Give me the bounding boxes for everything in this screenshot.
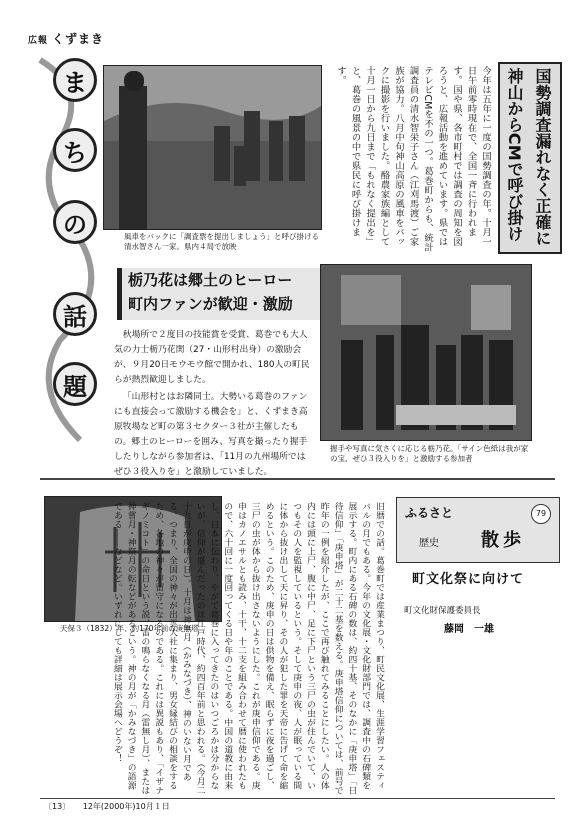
column-category: 歴史	[419, 538, 439, 549]
sumo-paragraph-2: 「山形村とはお隣同士。大勢いる葛巻のファンにも直接会って激励する機会を」と、くずまき高原牧場など町の第３セクター３社が主催したもの。郷土のヒーローを囲み、写真を撮ったり握手したりしながら参加者は、「11月の九州場所ではぜひ３役入りを」と激励していました。	[114, 392, 308, 477]
census-headline-line1: 国勢調査漏れなく正確に	[533, 68, 552, 247]
footer-date: 12年(2000年)10月１日	[82, 802, 170, 811]
column-author-role: 町文化財保護委員長	[404, 606, 481, 616]
column-divider	[40, 478, 555, 480]
census-family-photo	[103, 65, 322, 230]
sumo-headline-line2: 町内ファンが歓迎・激励	[128, 295, 293, 313]
census-photo-caption: 風車をバックに「調査票を提出しましょう」と呼び掛ける清水智さん一家。県内４局で放映	[124, 232, 319, 251]
sumo-paragraph-1: 秋場所で２度目の技能賞を受賞、葛巻でも大人気の力士栃乃花関（27・山形村出身）の激励会が、９月20日モウモウ館で開かれ、180人の町民らが熱烈歓迎しました。	[114, 330, 310, 385]
corner-char-1: ま	[53, 58, 97, 102]
sumo-event-photo	[320, 264, 532, 441]
masthead	[28, 30, 104, 47]
masthead-title: くずまき	[52, 32, 105, 46]
column-title: 町文化祭に向けて	[412, 572, 525, 587]
footer	[44, 801, 170, 812]
census-article-body: 今年は五年に一度の国勢調査の年。十月一日午前零時現在で、全国一斉に行われます。国や県、各市町村では調査の周知を図ろうと、広報活動を進めています。県ではテレビCMを不の一つ。葛巻町からも、統計調査員の清水智栄子さん（江刈馬渡）ご家族が協力。八月中旬神山高原の風車をバックに撮影を行いました。酪農家族編として十月一日から九日まで「もれなく提出を」と、葛巻の風景の中で県民に呼び掛けます。	[335, 66, 491, 252]
corner-char-2: ち	[53, 128, 97, 172]
corner-char-5: 題	[53, 362, 97, 406]
footer-page-number: 〔13〕	[44, 802, 71, 811]
koshinto-photo-caption: 天保３（1832）年、約170年前の庚申塔	[60, 624, 199, 633]
sumo-article-body	[114, 328, 312, 480]
sumo-photo-caption: 握手や写真に気さくに応じる栃乃花。「サイン色紙は我が家の宝、ぜひ３役入りを」と激励する参加者	[330, 444, 529, 463]
column-author-name: 藤岡 一雄	[444, 624, 494, 635]
column-header	[396, 497, 560, 563]
column-series-title: 散歩	[481, 530, 525, 551]
footer-rule	[40, 798, 555, 799]
masthead-prefix: 広報	[28, 36, 49, 46]
column-issue-number: 79	[531, 504, 551, 524]
corner-char-3: の	[53, 200, 97, 244]
column-series-label: ふるさと	[405, 506, 454, 520]
corner-char-4: 話	[53, 292, 97, 336]
column-body: 旧暦での話。葛巻町では産業まつり、町民文化展、生涯学習フェスティバルの月でもある。今年の文化展・文化財部門では、調査中の石碑類を展示する。町内にある石碑の数は、約四十基、そのなかに「庚申塔」「日待信仰」「庚申塔」が二十二基を数える。庚申塔信仰については、前号で昨年の一例を紹介したが、ここで再び触れてみることにしたい。人の体内には頭に上尸、腹に中尸、足に下尸という三尸の虫が住んでいて、いつもその人を監視しているという。そして庚申の夜、人が眠っている間に体から抜け出して天に昇り、その人が犯した罪を天帝に告げて命を縮めるという。このため、庚申の日は供物を備え、眠らずに夜を過ごし、三尸の虫が体から抜け出さないようにした。これが庚申信仰である。庚申はカノエサルとも読み、十干、十二支を組み合わせて暦に使われたもので、六十回に一度回ってくる日や年のことである。中国の道教に由来し、日本に伝わり、やがて葛巻に入ってきたのはいつごろかは分からないが、信仰が盛んだったのは江戸時代、約四百年前と思われる。（今月二十九日が庚申の日）。十月は神無月（かみなづき）、神のいない月である。つまり、全国の神々が出雲大社に集まり、男女縁結びの相談をするため、各地の神々が留守になるのである。これには異説もあり、「イザナギノミコト」の命日という説、雷の鳴らなくなる月（雷無し月）、または神嘗月・神祭月の転などがあるという。神の月が「かみなづき」の語源である――などなど。いずれにしても詳細は展示会場へどうぞ！	[111, 502, 384, 795]
column-body-right	[398, 640, 558, 790]
census-headline-line2: 神山からCMで呼び掛け	[505, 68, 524, 242]
sumo-headline-line1: 栃乃花は郷土のヒーロー	[128, 271, 293, 289]
sumo-headline	[117, 268, 323, 320]
